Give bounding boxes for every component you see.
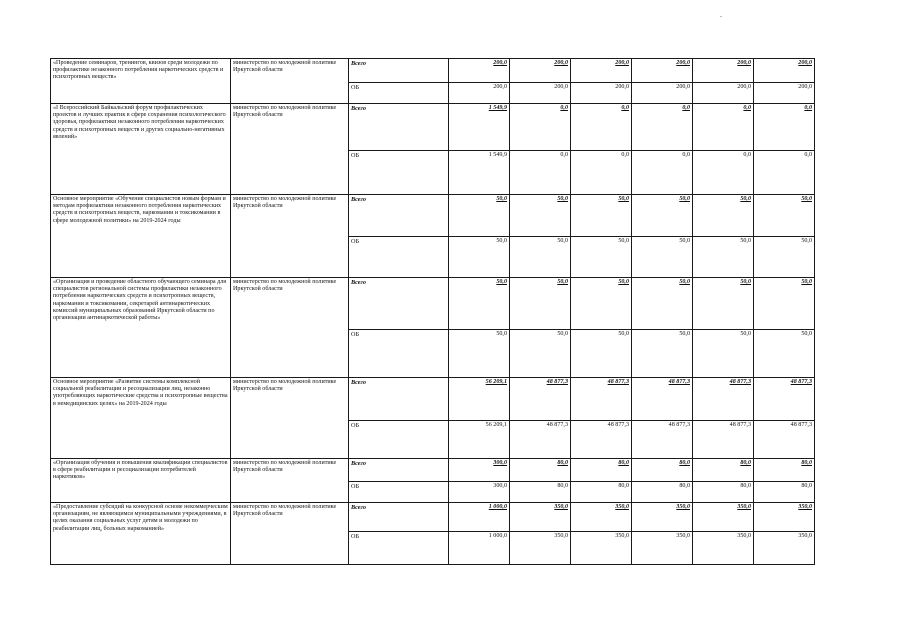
funding-source-label: ОБ (349, 151, 449, 195)
total-amount-cell: 50,0 (449, 195, 510, 237)
total-amount-cell: 200,0 (693, 59, 754, 83)
source-amount-cell: 56 209,1 (449, 421, 510, 459)
total-amount-cell: 350,0 (754, 503, 815, 532)
total-amount-cell: 80,0 (571, 459, 632, 482)
source-amount-cell: 200,0 (693, 83, 754, 104)
activity-description: «Организация и проведение областного обучающего семинара для специалистов региональной системы профилактики незаконного потребления наркотических средств и психотропных веществ, наркомании и токсикомании, секретарей антинаркотических комиссий муниципальных образований Иркутской области по организации антинаркотической работы» (51, 278, 231, 378)
funding-source-total-label: Всего (349, 378, 449, 421)
source-amount-cell: 1 549,9 (449, 151, 510, 195)
table-row (51, 195, 815, 237)
funding-source-label: ОБ (349, 532, 449, 565)
table-row (51, 59, 815, 83)
funding-source-label: ОБ (349, 421, 449, 459)
source-amount-cell: 50,0 (571, 330, 632, 378)
total-amount-cell: 48 877,3 (693, 378, 754, 421)
total-amount-cell: 0,0 (754, 104, 815, 151)
total-amount-cell: 0,0 (510, 104, 571, 151)
table-row (51, 459, 815, 482)
funding-source-total-label: Всего (349, 459, 449, 482)
total-amount-cell: 50,0 (693, 278, 754, 330)
funding-source-total-label: Всего (349, 503, 449, 532)
total-amount-cell: 0,0 (571, 104, 632, 151)
source-amount-cell: 50,0 (510, 330, 571, 378)
source-amount-cell: 0,0 (632, 151, 693, 195)
responsible-executor: министерство по молодежной политике Иркутской области (231, 278, 349, 378)
activity-description: «Проведение семинаров, тренингов, квизов среди молодежи по профилактике незаконного потребления наркотических средств и психотропных веществ» (51, 59, 231, 104)
total-amount-cell: 200,0 (449, 59, 510, 83)
source-amount-cell: 200,0 (571, 83, 632, 104)
total-amount-cell: 1 000,0 (449, 503, 510, 532)
total-amount-cell: 200,0 (571, 59, 632, 83)
source-amount-cell: 350,0 (632, 532, 693, 565)
source-amount-cell: 50,0 (571, 237, 632, 278)
total-amount-cell: 0,0 (693, 104, 754, 151)
source-amount-cell: 50,0 (693, 330, 754, 378)
source-amount-cell: 48 877,3 (571, 421, 632, 459)
total-amount-cell: 200,0 (754, 59, 815, 83)
source-amount-cell: 80,0 (571, 482, 632, 503)
source-amount-cell: 0,0 (571, 151, 632, 195)
source-amount-cell: 0,0 (510, 151, 571, 195)
funding-source-label: ОБ (349, 237, 449, 278)
total-amount-cell: 50,0 (632, 278, 693, 330)
source-amount-cell: 80,0 (632, 482, 693, 503)
responsible-executor: министерство по молодежной политике Иркутской области (231, 59, 349, 104)
total-amount-cell: 50,0 (571, 278, 632, 330)
source-amount-cell: 200,0 (754, 83, 815, 104)
total-amount-cell: 50,0 (510, 278, 571, 330)
source-amount-cell: 350,0 (693, 532, 754, 565)
total-amount-cell: 0,0 (632, 104, 693, 151)
funding-source-total-label: Всего (349, 278, 449, 330)
activity-description: Основное мероприятие «Развитие системы комплексной социальной реабилитации и ресоциализации лиц, незаконно употребляющих наркотические средства и психотропные вещества в немедицинских целях» на 2019-2024 годы (51, 378, 231, 459)
source-amount-cell: 50,0 (754, 330, 815, 378)
funding-source-label: ОБ (349, 482, 449, 503)
source-amount-cell: 80,0 (510, 482, 571, 503)
source-amount-cell: 50,0 (449, 330, 510, 378)
source-amount-cell: 50,0 (449, 237, 510, 278)
total-amount-cell: 50,0 (754, 195, 815, 237)
source-amount-cell: 48 877,3 (510, 421, 571, 459)
table-row (51, 378, 815, 421)
source-amount-cell: 200,0 (449, 83, 510, 104)
total-amount-cell: 50,0 (449, 278, 510, 330)
responsible-executor: министерство по молодежной политике Иркутской области (231, 503, 349, 565)
total-amount-cell: 200,0 (632, 59, 693, 83)
funding-source-total-label: Всего (349, 195, 449, 237)
scan-speck (720, 16, 722, 17)
source-amount-cell: 48 877,3 (693, 421, 754, 459)
responsible-executor: министерство по молодежной политике Иркутской области (231, 378, 349, 459)
responsible-executor: министерство по молодежной политике Иркутской области (231, 195, 349, 278)
total-amount-cell: 50,0 (632, 195, 693, 237)
source-amount-cell: 200,0 (632, 83, 693, 104)
total-amount-cell: 50,0 (510, 195, 571, 237)
source-amount-cell: 350,0 (571, 532, 632, 565)
total-amount-cell: 80,0 (632, 459, 693, 482)
total-amount-cell: 48 877,3 (571, 378, 632, 421)
funding-source-total-label: Всего (349, 104, 449, 151)
source-amount-cell: 50,0 (632, 330, 693, 378)
source-amount-cell: 50,0 (754, 237, 815, 278)
total-amount-cell: 48 877,3 (754, 378, 815, 421)
total-amount-cell: 350,0 (510, 503, 571, 532)
total-amount-cell: 48 877,3 (510, 378, 571, 421)
total-amount-cell: 50,0 (693, 195, 754, 237)
source-amount-cell: 48 877,3 (754, 421, 815, 459)
total-amount-cell: 56 209,1 (449, 378, 510, 421)
source-amount-cell: 48 877,3 (632, 421, 693, 459)
total-amount-cell: 350,0 (632, 503, 693, 532)
source-amount-cell: 1 000,0 (449, 532, 510, 565)
total-amount-cell: 80,0 (510, 459, 571, 482)
source-amount-cell: 300,0 (449, 482, 510, 503)
activity-description: «Предоставление субсидий на конкурсной основе некоммерческим организациям, не являющимся муниципальными учреждениями, в целях оказания социальных услуг детям и молодежи по реабилитации лиц, больных наркоманией» (51, 503, 231, 565)
funding-source-total-label: Всего (349, 59, 449, 83)
table-row (51, 278, 815, 330)
total-amount-cell: 48 877,3 (632, 378, 693, 421)
total-amount-cell: 200,0 (510, 59, 571, 83)
source-amount-cell: 0,0 (754, 151, 815, 195)
responsible-executor: министерство по молодежной политике Иркутской области (231, 104, 349, 195)
total-amount-cell: 80,0 (754, 459, 815, 482)
total-amount-cell: 80,0 (693, 459, 754, 482)
source-amount-cell: 50,0 (510, 237, 571, 278)
source-amount-cell: 50,0 (693, 237, 754, 278)
responsible-executor: министерство по молодежной политике Иркутской области (231, 459, 349, 503)
total-amount-cell: 1 549,9 (449, 104, 510, 151)
source-amount-cell: 350,0 (754, 532, 815, 565)
total-amount-cell: 50,0 (754, 278, 815, 330)
funding-source-label: ОБ (349, 83, 449, 104)
source-amount-cell: 50,0 (632, 237, 693, 278)
total-amount-cell: 50,0 (571, 195, 632, 237)
table-row (51, 503, 815, 532)
source-amount-cell: 350,0 (510, 532, 571, 565)
total-amount-cell: 350,0 (571, 503, 632, 532)
funding-table (50, 58, 815, 565)
table-row (51, 104, 815, 151)
activity-description: Основное мероприятие «Обучение специалистов новым формам и методам профилактики незаконного потребления наркотических средств и психотропных веществ, наркомании и токсикомании в сфере молодежной политики» на 2019-2024 годы (51, 195, 231, 278)
source-amount-cell: 0,0 (693, 151, 754, 195)
total-amount-cell: 350,0 (693, 503, 754, 532)
source-amount-cell: 200,0 (510, 83, 571, 104)
total-amount-cell: 300,0 (449, 459, 510, 482)
activity-description: «Организация обучения и повышения квалификации специалистов в сфере реабилитации и ресоциализации потребителей наркотиков» (51, 459, 231, 503)
source-amount-cell: 80,0 (754, 482, 815, 503)
activity-description: «I Всероссийский Байкальский форум профилактических проектов и лучших практик в сфере сохранения психологического здоровья, профилактики незаконного потребления наркотических средств и психотропных веществ и других социально-негативных явлений» (51, 104, 231, 195)
funding-source-label: ОБ (349, 330, 449, 378)
source-amount-cell: 80,0 (693, 482, 754, 503)
